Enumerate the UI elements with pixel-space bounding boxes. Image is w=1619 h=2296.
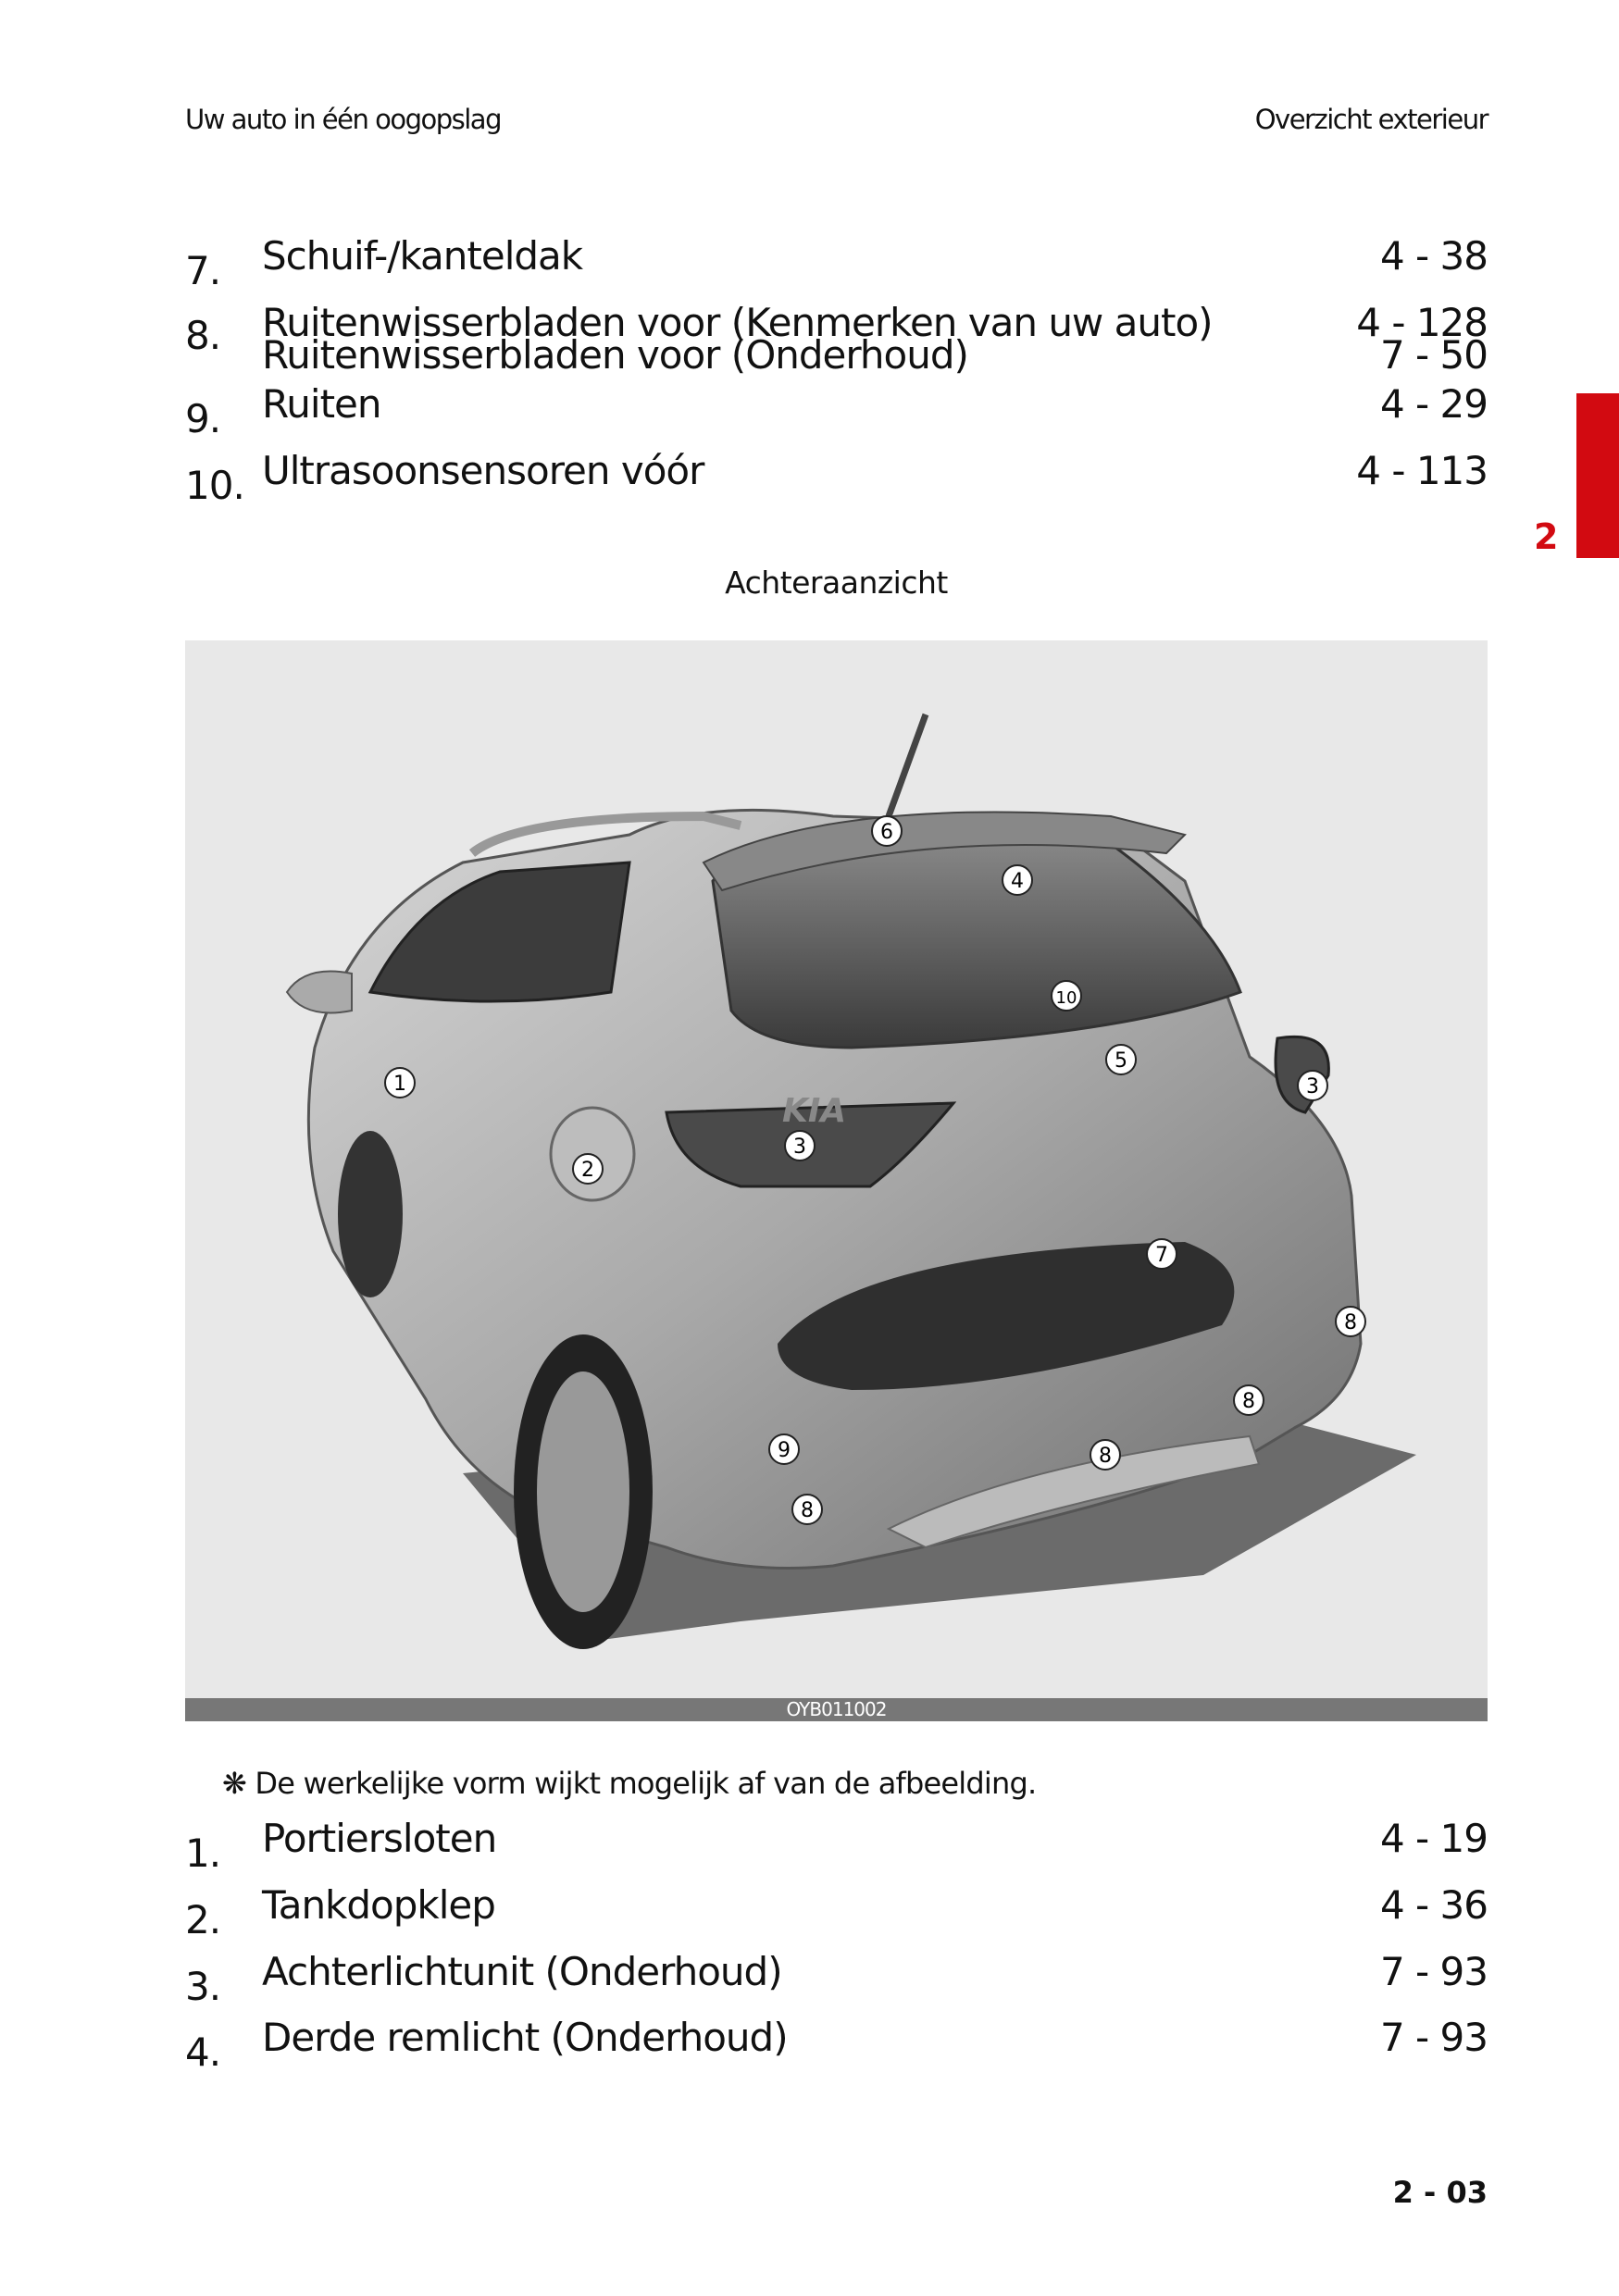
svg-text:4: 4 — [1011, 870, 1024, 893]
side-windows — [370, 863, 629, 1001]
item-number: 2. — [185, 1897, 221, 1942]
svg-text:3: 3 — [1306, 1075, 1319, 1098]
item-text-2: Ruitenwisserbladen voor (Onderhoud) — [262, 332, 968, 378]
note — [222, 1766, 1036, 1801]
callout-7 — [1147, 1239, 1177, 1269]
svg-text:7: 7 — [1155, 1244, 1168, 1267]
svg-text:8: 8 — [1242, 1390, 1255, 1413]
item-text: Derde remlicht (Onderhoud) — [262, 2015, 788, 2060]
callout-8 — [1090, 1440, 1120, 1470]
page-number: 2 - 03 — [1392, 2175, 1488, 2210]
note-text: De werkelijke vorm wijkt mogelijk af van de afbeelding. — [255, 1766, 1037, 1801]
svg-text:5: 5 — [1115, 1049, 1127, 1073]
svg-text:8: 8 — [801, 1499, 814, 1522]
chapter-tab-number: 2 — [1534, 516, 1559, 557]
callout-1 — [385, 1068, 415, 1098]
note-symbol: ❋ — [222, 1766, 247, 1801]
header-section-title: Uw auto in één oogopslag — [185, 104, 501, 135]
figure-code-bar: OYB011002 — [185, 1698, 1488, 1721]
item-number: 8. — [185, 313, 221, 358]
item-text: Schuif-/kanteldak — [262, 233, 583, 279]
callout-5 — [1106, 1045, 1136, 1074]
chapter-tab — [1576, 393, 1619, 558]
item-text: Portiersloten — [262, 1816, 497, 1861]
item-text: Tankdopklep — [262, 1882, 495, 1928]
item-page-ref: 7 - 93 — [1379, 2015, 1488, 2060]
header-page-title: Overzicht exterieur — [1254, 104, 1488, 135]
item-page-ref-2: 7 - 50 — [1379, 332, 1488, 378]
callout-9 — [769, 1434, 799, 1464]
svg-text:3: 3 — [793, 1136, 806, 1159]
item-number: 3. — [185, 1964, 221, 2009]
item-number: 9. — [185, 396, 221, 441]
callout-6 — [872, 816, 902, 846]
svg-text:9: 9 — [778, 1439, 791, 1462]
item-text: Ruiten — [262, 381, 381, 427]
callout-3 — [785, 1131, 815, 1160]
svg-text:8: 8 — [1344, 1311, 1357, 1334]
callout-3 — [1298, 1071, 1327, 1100]
callout-10 — [1052, 981, 1081, 1011]
item-number: 1. — [185, 1831, 221, 1876]
item-page-ref: 4 - 19 — [1379, 1816, 1488, 1861]
item-page-ref: 4 - 113 — [1356, 448, 1488, 493]
svg-text:1: 1 — [393, 1073, 406, 1096]
list-item — [185, 300, 1488, 379]
item-text: Ruitenwisserbladen voor (Kenmerken van uw auto) — [262, 300, 1213, 345]
svg-text:6: 6 — [880, 821, 893, 844]
item-text: Achterlichtunit (Onderhoud) — [262, 1949, 782, 1994]
callout-8 — [792, 1495, 822, 1524]
callout-4 — [1003, 865, 1032, 895]
svg-text:8: 8 — [1099, 1445, 1112, 1468]
item-page-ref: 4 - 128 — [1356, 300, 1488, 345]
kia-logo: KIA — [782, 1092, 847, 1130]
item-page-ref: 4 - 38 — [1379, 233, 1488, 279]
item-text: Ultrasoonsensoren vóór — [262, 448, 704, 493]
item-number: 7. — [185, 248, 221, 293]
item-page-ref: 4 - 36 — [1379, 1882, 1488, 1928]
figure-caption: Achteraanzicht — [725, 565, 948, 601]
item-page-ref: 4 - 29 — [1379, 381, 1488, 427]
svg-text:2: 2 — [581, 1159, 594, 1182]
item-page-ref: 7 - 93 — [1379, 1949, 1488, 1994]
item-number: 10. — [185, 463, 244, 508]
svg-text:10: 10 — [1055, 988, 1077, 1008]
car-rear-view-illustration — [185, 640, 1488, 1698]
callout-2 — [573, 1154, 603, 1184]
callout-8 — [1234, 1385, 1264, 1415]
item-number: 4. — [185, 2029, 221, 2075]
callout-8 — [1336, 1307, 1365, 1336]
